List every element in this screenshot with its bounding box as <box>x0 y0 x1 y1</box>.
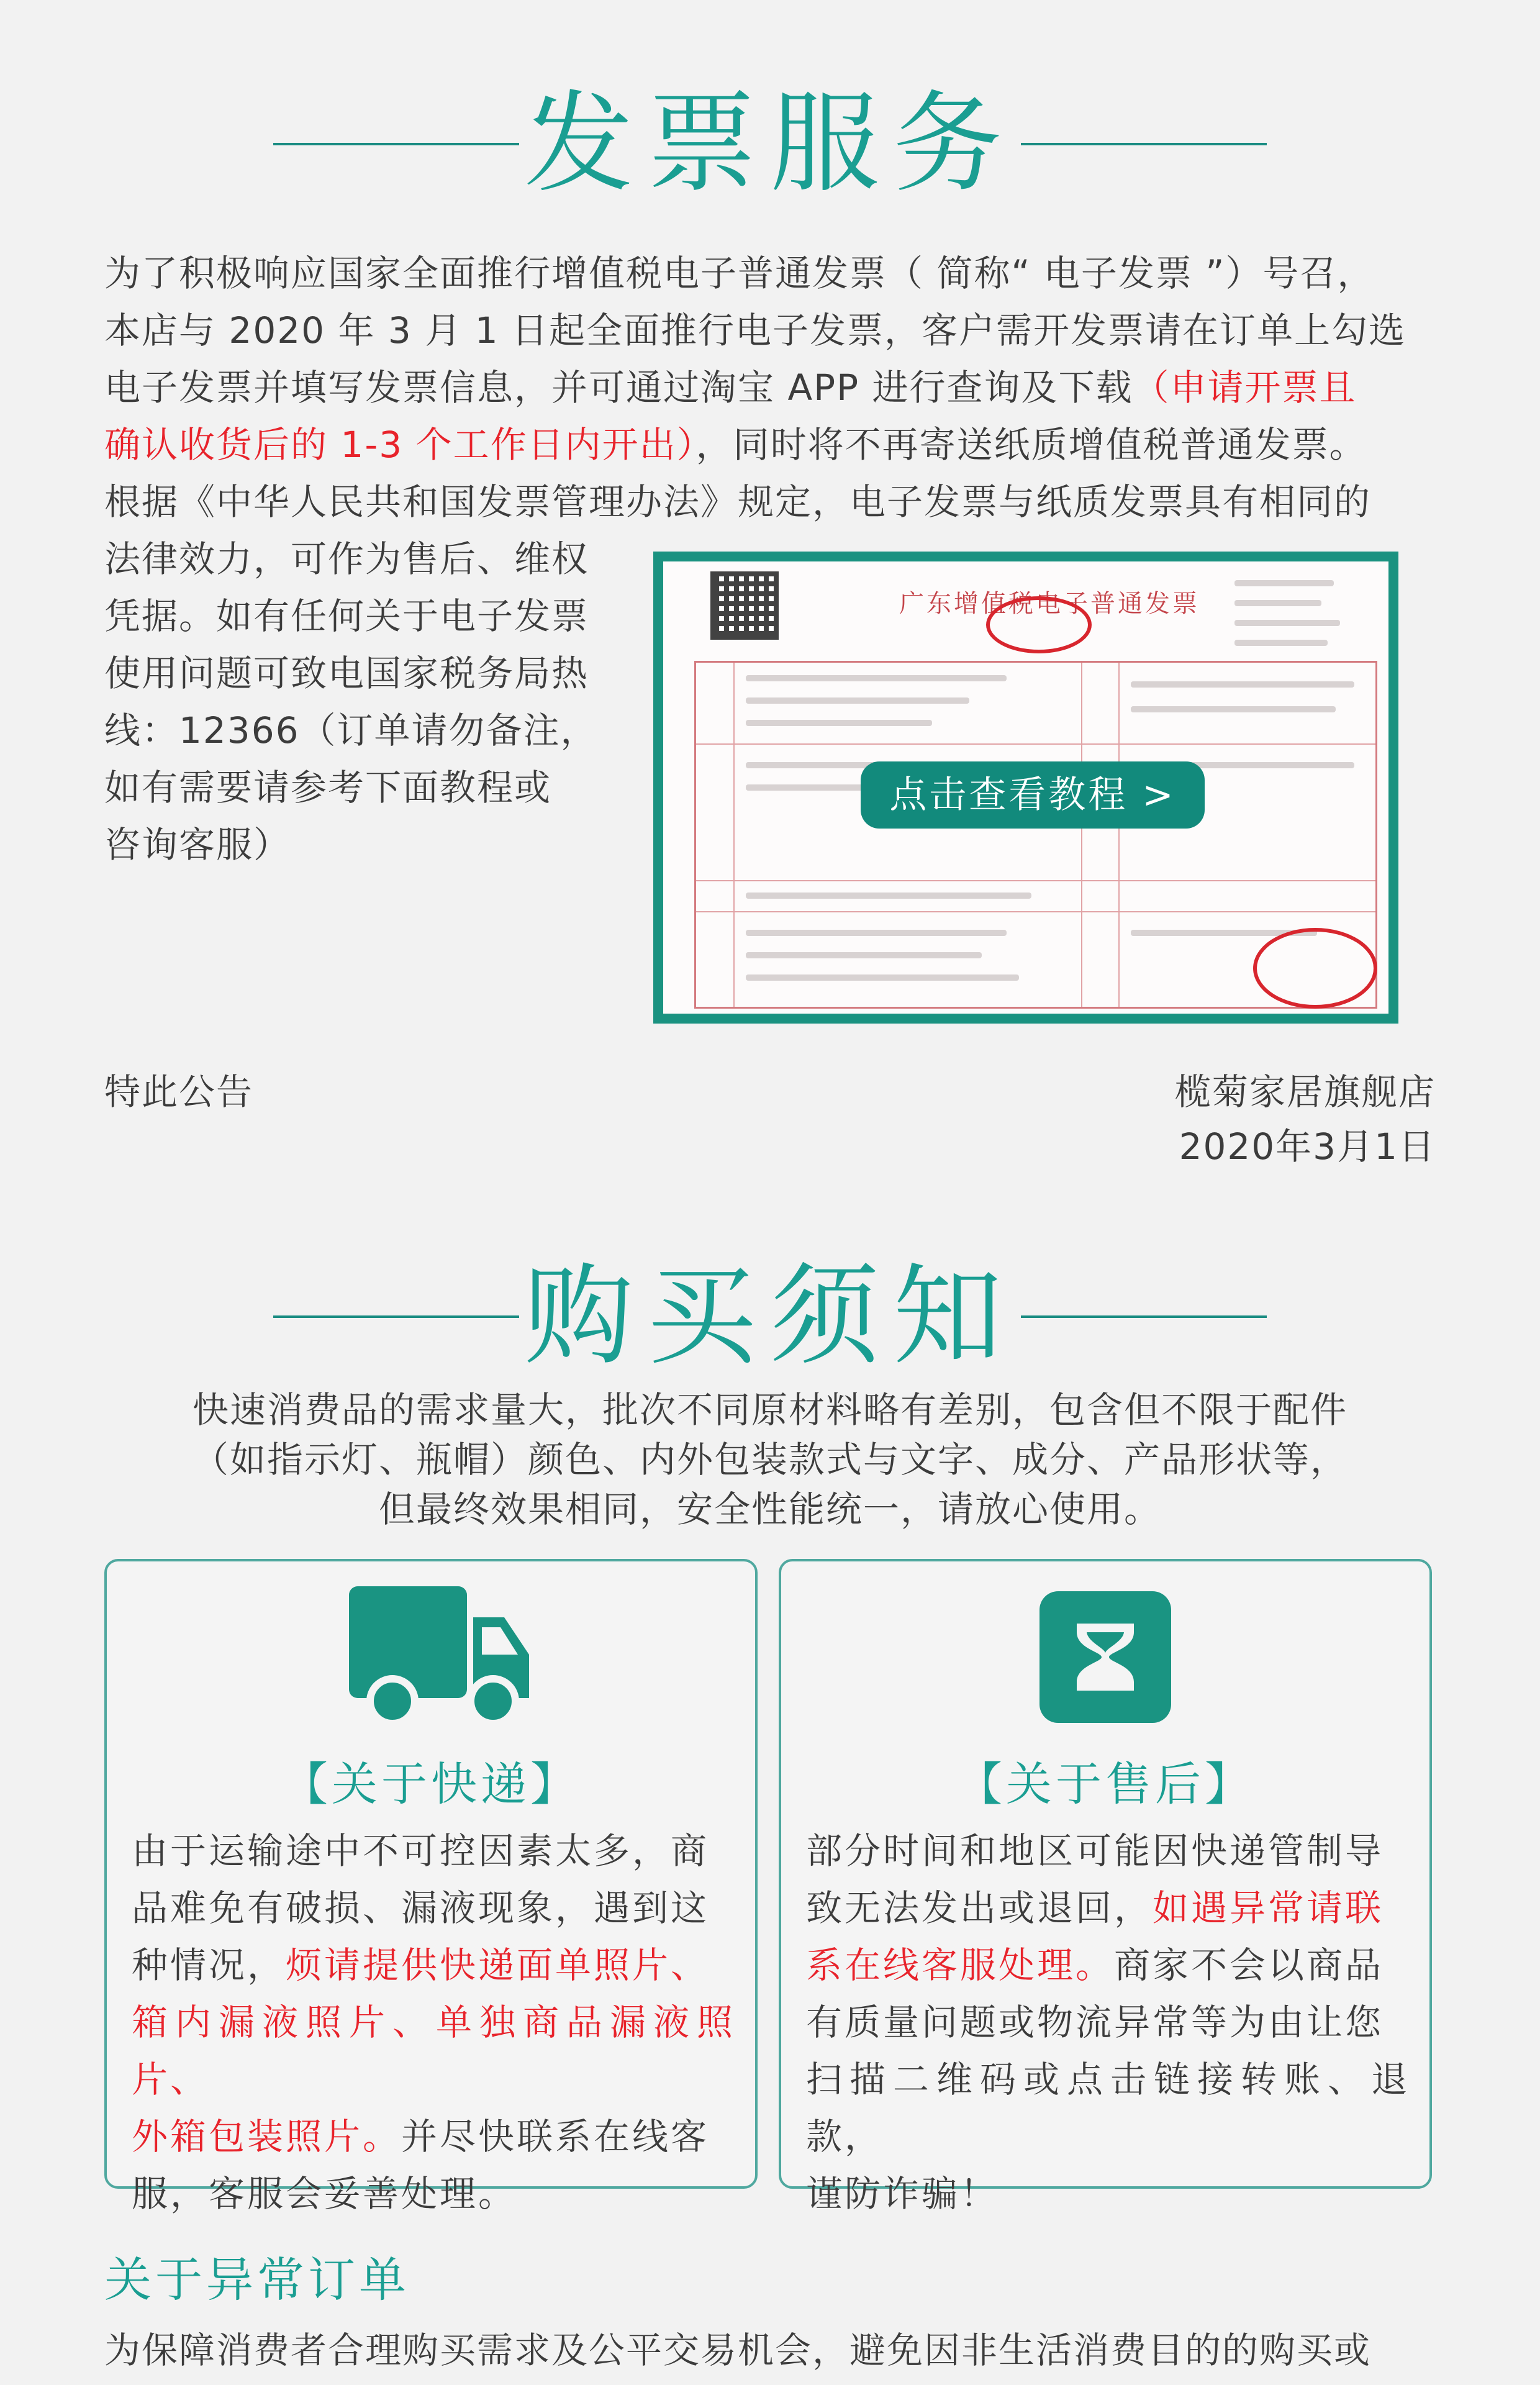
aftersale-line-2: 致无法发出或退回，如遇异常请联 <box>806 1887 1384 1929</box>
invoice-paragraph <box>104 245 1436 530</box>
para-line-1: 为了积极响应国家全面推行增值税电子普通发票（ 简称“ 电子发票 ”）号召， <box>104 252 1375 294</box>
invoice-text <box>746 930 1007 936</box>
invoice-text <box>746 952 982 958</box>
truck-icon <box>349 1586 529 1723</box>
table-rule <box>1081 663 1082 1007</box>
para-line-3: 电子发票并填写发票信息，并可通过淘宝 APP 进行查询及下载（申请开票且 <box>104 366 1357 409</box>
notice-label: 特此公告 <box>104 1071 254 1113</box>
invoice-section-heading <box>0 82 1540 206</box>
invoice-title: 广东增值税电子普通发票 <box>899 589 1200 618</box>
table-rule <box>696 743 1375 745</box>
para-line-2: 本店与 2020 年 3 月 1 日起全面推行电子发票，客户需开发票请在订单上勾选 <box>104 309 1406 352</box>
aftersale-line-3: 系在线客服处理。商家不会以商品 <box>806 1944 1384 1986</box>
invoice-meta <box>1234 620 1340 626</box>
delivery-title: 【关于快递】 <box>282 1758 580 1811</box>
invoice-left-text: 法律效力，可作为售后、维权 凭据。如有任何关于电子发票 使用问题可致电国家税务局热 线：12366（订单请勿备注， 如有需要请参考下面教程或 咨询客服） <box>104 538 598 866</box>
delivery-text: 由于运输途中不可控因素太多，商 品难免有破损、漏液现象，遇到这 种情况，烦请提供快递面单照片、 箱内漏液照片、单独商品漏液照片、 外箱包装照片。并尽快联系在线客 服，客服会妥善处理。 <box>132 1830 735 2215</box>
shop-name: 榄菊家居旗舰店 <box>1174 1071 1436 1113</box>
table-rule <box>733 663 735 1007</box>
para-line-5: 根据《中华人民共和国发票管理办法》规定，电子发票与纸质发票具有相同的 <box>104 481 1372 523</box>
notice-date: 2020年3月1日 <box>1179 1125 1436 1168</box>
invoice-sample-image[interactable] <box>653 552 1398 1024</box>
invoice-meta <box>1234 580 1334 586</box>
invoice-text <box>746 974 1019 981</box>
invoice-meta <box>1234 600 1321 606</box>
invoice-section-title: 发票服务 <box>523 80 1016 207</box>
table-rule <box>696 880 1375 881</box>
view-tutorial-button[interactable]: 点击查看教程 > <box>861 761 1205 829</box>
hourglass-icon <box>1040 1591 1171 1723</box>
aftersale-title: 【关于售后】 <box>956 1758 1254 1811</box>
invoice-text <box>1131 706 1336 712</box>
delivery-card <box>104 1559 758 2215</box>
aftersale-card <box>779 1559 1432 2215</box>
delivery-line-3: 种情况，烦请提供快递面单照片、 <box>132 1944 710 1986</box>
invoice-text <box>746 893 1031 899</box>
invoice-text <box>746 675 1007 681</box>
para-line-4: 确认收货后的 1-3 个工作日内开出），同时将不再寄送纸质增值税普通发票。 <box>104 424 1367 466</box>
qr-code-icon <box>710 571 779 640</box>
invoice-text <box>746 720 932 726</box>
delivery-line-5: 外箱包装照片。并尽快联系在线客 <box>132 2115 710 2158</box>
abnormal-order-text: 为保障消费者合理购买需求及公平交易机会，避免因非生活消费目的的购买或 <box>104 2329 1372 2371</box>
table-rule <box>696 911 1375 912</box>
invoice-text <box>1131 681 1354 688</box>
invoice-paper <box>663 561 1388 1014</box>
purchase-intro: 快速消费品的需求量大，批次不同原材料略有差别，包含但不限于配件 （如指示灯、瓶帽）颜色、内外包装款式与文字、成分、产品形状等， 但最终效果相同，安全性能统一，请放心使用。 <box>192 1389 1348 1530</box>
invoice-text <box>746 697 969 704</box>
stamp-icon <box>1253 928 1377 1009</box>
aftersale-text: 部分时间和地区可能因快递管制导 致无法发出或退回，如遇异常请联 系在线客服处理。商家不会以商品 有质量问题或物流异常等为由让您 扫描二维码或点击链接转账、退款， 谨防诈骗！ <box>806 1830 1410 2215</box>
stamp-icon <box>986 596 1092 653</box>
invoice-meta <box>1234 640 1328 646</box>
abnormal-order-title: 关于异常订单 <box>104 2252 410 2307</box>
purchase-section-title: 购买须知 <box>523 1253 1016 1380</box>
purchase-section-heading <box>0 1255 1540 1379</box>
table-rule <box>1118 663 1120 1007</box>
